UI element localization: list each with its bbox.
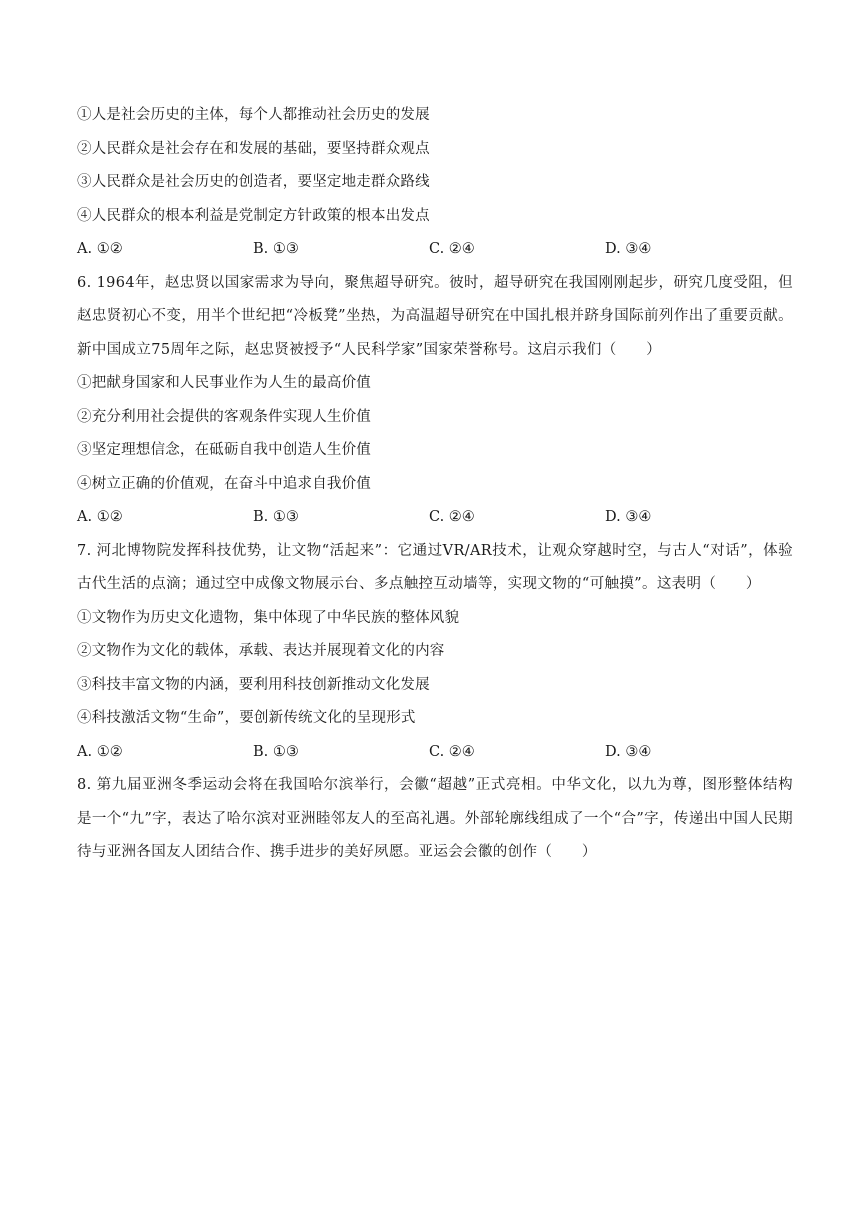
statement-4: ④树立正确的价值观，在奋斗中追求自我价值 <box>77 475 371 492</box>
statement-3: ③人民群众是社会历史的创造者，要坚定地走群众路线 <box>77 174 430 190</box>
statement-4: ④人民群众的根本利益是党制定方针政策的根本出发点 <box>77 207 430 224</box>
statement-2: ②充分利用社会提供的客观条件实现人生价值 <box>77 408 371 425</box>
statement-1: ①人是社会历史的主体，每个人都推动社会历史的发展 <box>77 107 430 123</box>
statement-4: ④科技激活文物“生命”，要创新传统文化的呈现形式 <box>77 710 416 726</box>
choice-c: C. ②④ <box>429 509 475 525</box>
statement-1: ①把献身国家和人民事业作为人生的最高价值 <box>77 375 371 391</box>
question-stem: 7. 河北博物院发挥科技优势，让文物“活起来”：它通过VR/AR技术，让观众穿越时空，与古人“对话”，体验古代生活的点滴；通过空中成像文物展示台、多点触控互动墙等，实现文物的“可触摸”。这表明（ ） <box>77 542 793 592</box>
question-7 <box>77 535 793 770</box>
question-stem: 6. 1964年，赵忠贤以国家需求为导向，聚焦超导研究。彼时，超导研究在我国刚刚起步，研究几度受阻，但赵忠贤初心不变，用半个世纪把“冷板凳”坐热，为高温超导研究在中国扎根并跻身国际前列作出了重要贡献。新中国成立75周年之际，赵忠贤被授予“人民科学家”国家荣誉称号。这启示我们（ ） <box>77 274 793 358</box>
question-8 <box>77 769 793 870</box>
choice-d: D. ③④ <box>605 241 652 257</box>
choice-row <box>77 501 793 535</box>
choice-d: D. ③④ <box>605 743 652 760</box>
choice-c: C. ②④ <box>429 241 475 257</box>
statement-3: ③坚定理想信念，在砥砺自我中创造人生价值 <box>77 442 371 458</box>
statement-3: ③科技丰富文物的内涵，要利用科技创新推动文化发展 <box>77 676 430 693</box>
statement-2: ②文物作为文化的载体，承载、表达并展现着文化的内容 <box>77 643 445 659</box>
choice-c: C. ②④ <box>429 743 475 760</box>
question-5 <box>77 99 793 267</box>
question-content <box>77 99 793 870</box>
question-stem: 8. 第九届亚洲冬季运动会将在我国哈尔滨举行，会徽“超越”正式亮相。中华文化，以九为尊，图形整体结构是一个“九”字，表达了哈尔滨对亚洲睦邻友人的至高礼遇。外部轮廓线组成了一个“合”字，传递出中国人民期待与亚洲各国友人团结合作、携手进步的美好夙愿。亚运会会徽的创作（ ） <box>77 777 793 860</box>
choice-a: A. ①② <box>77 241 123 257</box>
choice-row <box>77 233 793 267</box>
choice-d: D. ③④ <box>605 509 652 525</box>
statement-1: ①文物作为历史文化遗物，集中体现了中华民族的整体风貌 <box>77 609 460 626</box>
choice-b: B. ①③ <box>253 743 299 760</box>
question-6 <box>77 267 793 535</box>
statement-2: ②人民群众是社会存在和发展的基础，要坚持群众观点 <box>77 140 430 157</box>
choice-row <box>77 736 793 770</box>
choice-a: A. ①② <box>77 743 123 760</box>
choice-b: B. ①③ <box>253 241 299 257</box>
choice-b: B. ①③ <box>253 509 299 525</box>
choice-a: A. ①② <box>77 509 123 525</box>
